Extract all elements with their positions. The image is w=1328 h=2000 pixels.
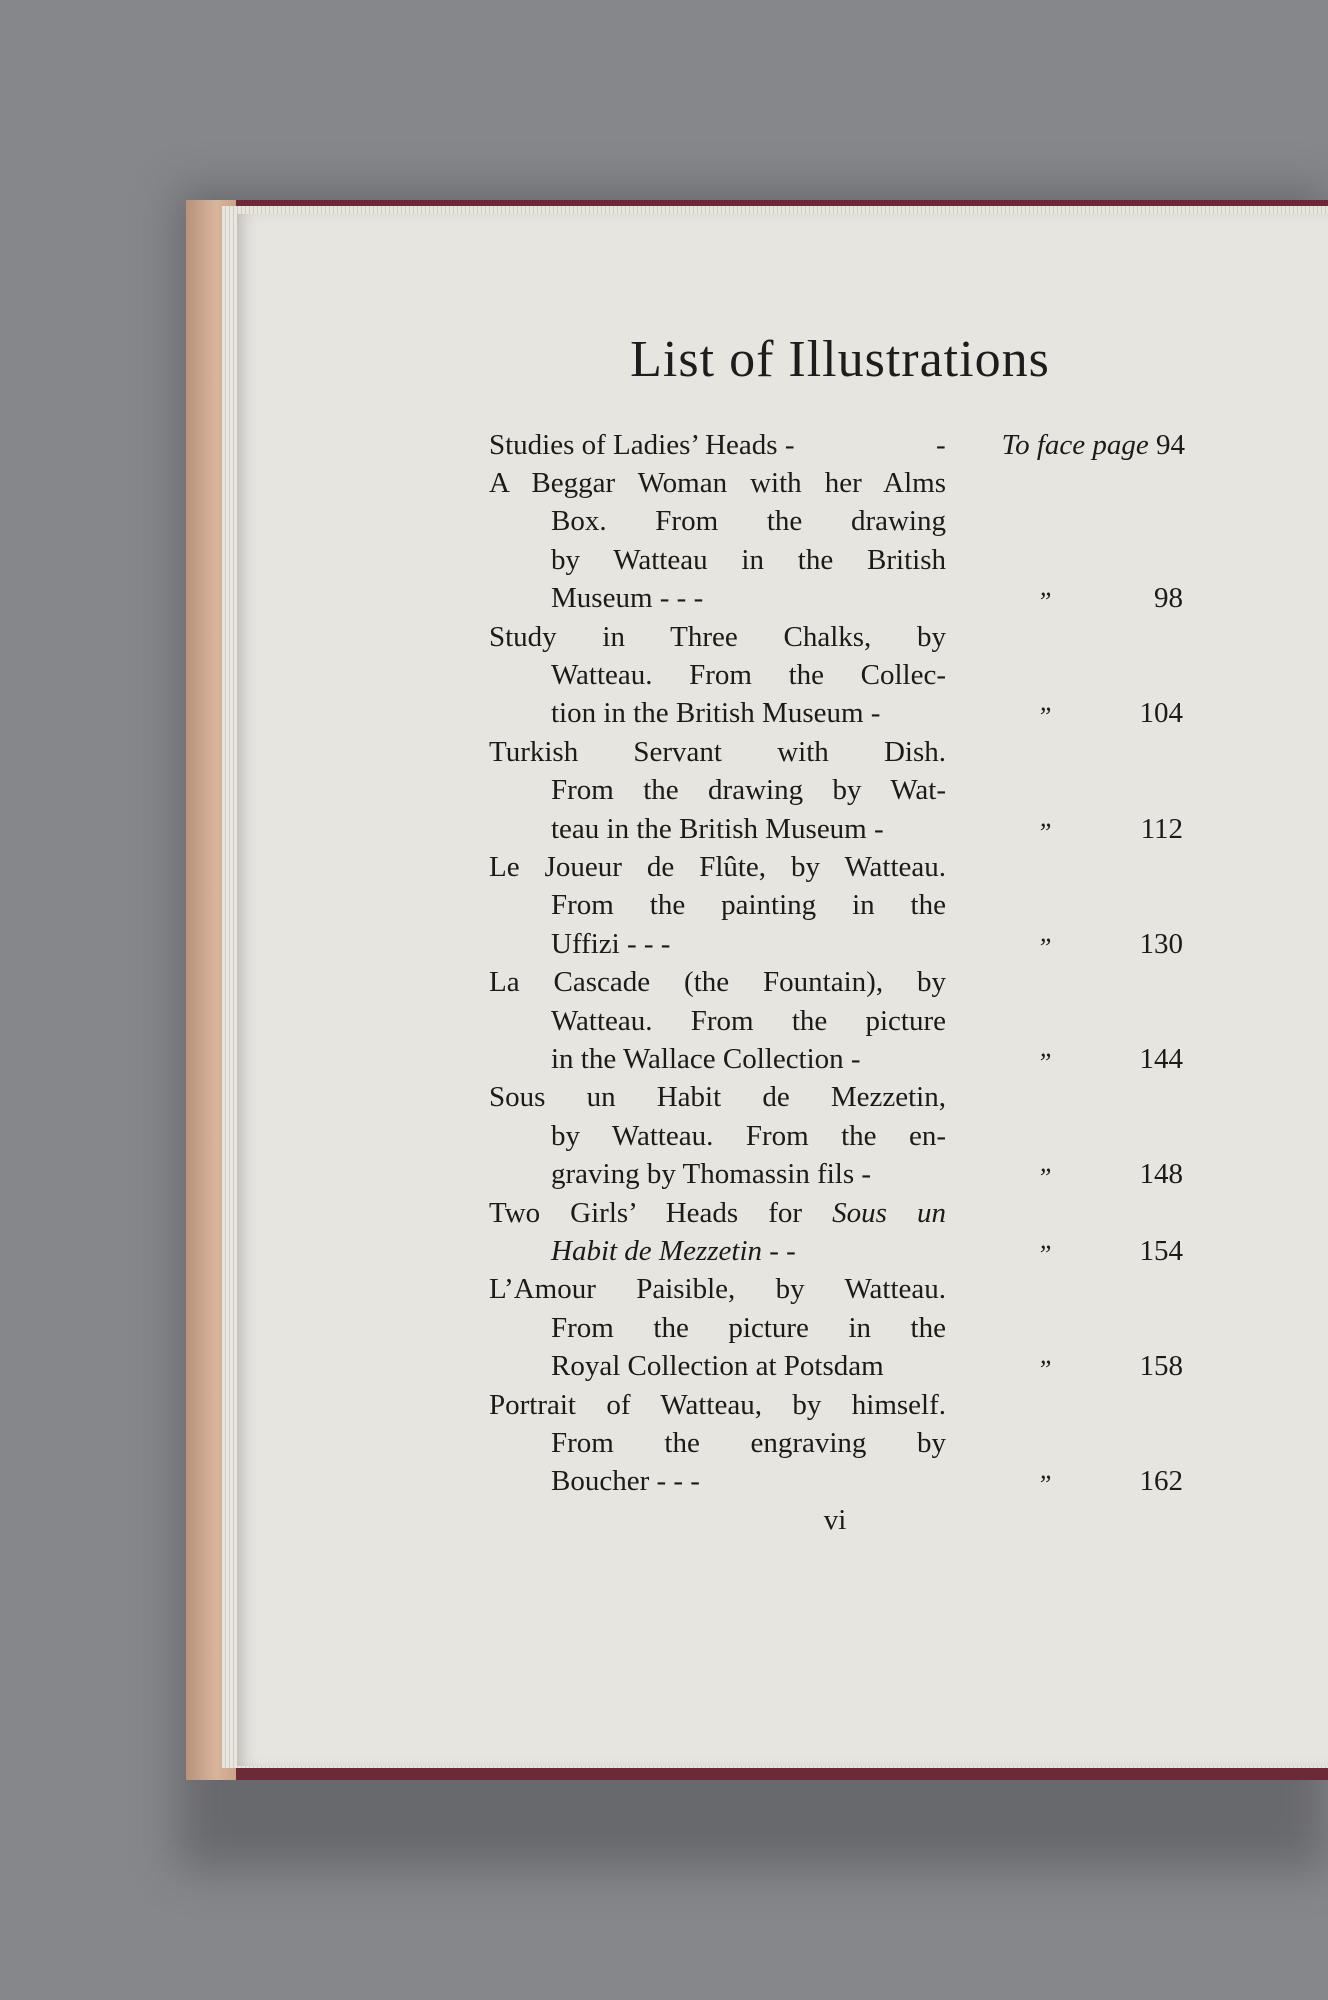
entry-line: Uffizi - - - [551,927,671,960]
entry-line: teau in the British Museum - [551,812,884,845]
entry-line: Habit de Mezzetin - - [551,1235,796,1267]
entry-line [489,1194,946,1232]
entry-title-first: Studies of Ladies’ Heads - - [489,429,946,461]
entry-line: graving by Thomassin fils - [551,1158,872,1191]
entry-page-number: 144 [1139,1043,1183,1075]
entry-line: From the engraving by [551,1427,946,1459]
entry-page-number: 112 [1140,812,1183,845]
entry-line: L’Amour Paisible, by Watteau. [489,1273,946,1306]
entry-line: by Watteau in the British [551,543,946,576]
entry-line: in the Wallace Collection - [551,1043,861,1075]
entry-line: From the drawing by Wat- [551,774,946,807]
entry-line: by Watteau. From the en- [551,1119,946,1152]
entry-line: Museum - - - [551,582,704,615]
ditto-mark: ” [1037,1163,1052,1193]
ditto-mark: ” [1037,587,1052,617]
entry-page-number: 154 [1139,1235,1183,1267]
entry-line: Box. From the drawing [551,505,946,538]
entry-line: Watteau. From the picture [551,1004,946,1037]
entry-line-text: Two Girls’ Heads for [489,1196,803,1229]
entry-line-italic: Sous un [832,1196,946,1229]
entry-page-number: 162 [1139,1465,1183,1498]
entry-line: Boucher - - - [551,1465,700,1498]
entry-line: A Beggar Woman with her Alms [489,467,946,499]
entry-line: Sous un Habit de Mezzetin, [489,1081,946,1114]
ditto-mark: ” [1037,1240,1052,1269]
entry-line: Watteau. From the Collec- [551,659,946,691]
ditto-mark: ” [1037,1470,1052,1500]
ditto-mark: ” [1037,1355,1052,1385]
entry-line: Study in Three Chalks, by [489,620,946,653]
entry-page-number: 104 [1139,697,1183,730]
ditto-mark: ” [1037,817,1052,847]
first-entry-reference: To face page 94 [1001,429,1185,461]
entry-page-number: 130 [1139,927,1183,960]
entry-line: From the painting in the [551,889,946,922]
page-number: vi [823,1504,847,1536]
ditto-mark: ” [1037,932,1052,962]
entry-line: Turkish Servant with Dish. [489,735,946,768]
entry-line: From the picture in the [551,1311,946,1344]
entry-page-number: 148 [1139,1158,1183,1191]
entry-line: Le Joueur de Flûte, by Watteau. [489,851,946,883]
entry-line: tion in the British Museum - [551,697,881,730]
entry-line: Royal Collection at Potsdam [551,1350,884,1383]
page-title: List of Illustrations [630,331,1050,388]
entry-line: La Cascade (the Fountain), by [489,966,946,999]
entry-page-number: 158 [1139,1350,1183,1383]
ditto-mark: ” [1037,1048,1052,1077]
entry-page-number: 98 [1154,582,1183,615]
ditto-mark: ” [1037,702,1052,732]
entry-line: Portrait of Watteau, by himself. [489,1388,946,1421]
